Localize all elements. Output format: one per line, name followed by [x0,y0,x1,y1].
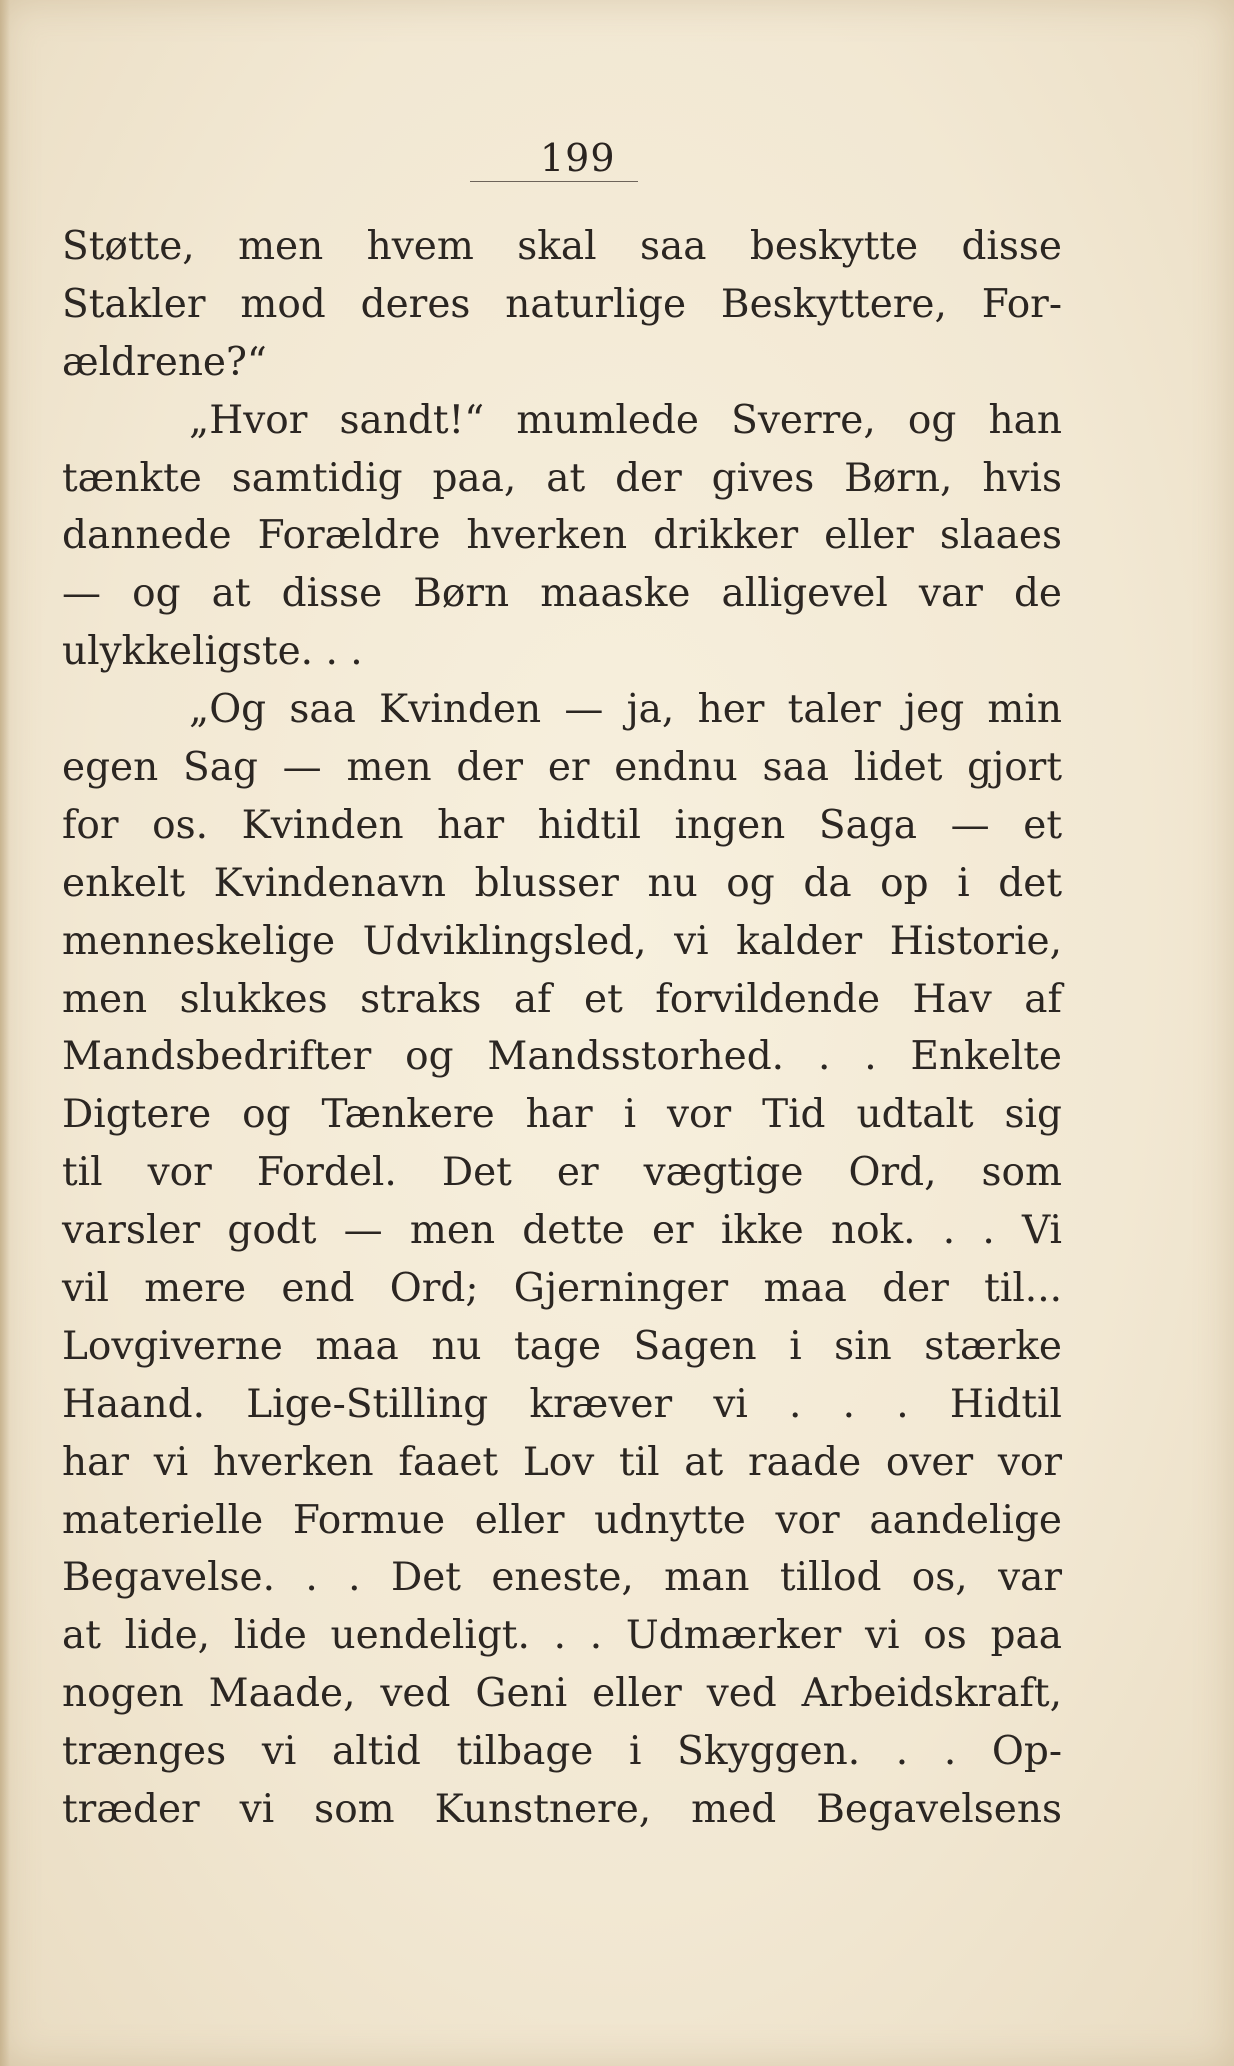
text-line: Mandsbedrifter og Mandsstorhed. . . Enkelte [62,1034,1062,1080]
text-line: dannede Forældre hverken drikker eller slaaes [62,513,1062,559]
text-line: til vor Fordel. Det er vægtige Ord, som [62,1150,1062,1196]
text-line: „Hvor sandt!“ mumlede Sverre, og han [189,397,1062,443]
text-line: egen Sag — men der er endnu saa lidet gjort [62,745,1062,791]
body-text [62,218,1062,1839]
text-line: for os. Kvinden har hidtil ingen Saga — et [62,802,1062,848]
text-line: menneskelige Udviklingsled, vi kalder Historie, [62,918,1062,964]
text-line: at lide, lide uendeligt. . . Udmærker vi os paa [62,1613,1062,1659]
text-line: „Og saa Kvinden — ja, her taler jeg min [189,687,1062,733]
page-edge-shadow [0,0,10,2066]
text-line: trænges vi altid tilbage i Skyggen. . . Op- [62,1729,1062,1775]
text-line: men slukkes straks af et forvildende Hav af [62,976,1062,1022]
text-line: Haand. Lige-Stilling kræver vi . . . Hidtil [62,1381,1062,1427]
text-line: nogen Maade, ved Geni eller ved Arbeidskraft, [62,1671,1062,1717]
header-rule [470,181,638,182]
text-line: har vi hverken faaet Lov til at raade over vor [62,1439,1062,1485]
text-line: Lovgiverne maa nu tage Sagen i sin stærke [62,1323,1062,1369]
text-line: ulykkeligste. . . [62,629,363,675]
text-line: ældrene?“ [62,339,267,385]
text-line: varsler godt — men dette er ikke nok. . . Vi [62,1208,1062,1254]
page-number: 199 [540,136,616,180]
text-line: enkelt Kvindenavn blusser nu og da op i det [62,860,1062,906]
text-line: Digtere og Tænkere har i vor Tid udtalt sig [62,1092,1062,1138]
text-line: — og at disse Børn maaske alligevel var de [62,571,1062,617]
text-line: træder vi som Kunstnere, med Begavelsens [62,1787,1062,1833]
text-line: materielle Formue eller udnytte vor aandelige [62,1497,1062,1543]
text-line: vil mere end Ord; Gjerninger maa der til... [62,1266,1062,1312]
text-line: Stakler mod deres naturlige Beskyttere, For- [62,281,1062,327]
text-line: tænkte samtidig paa, at der gives Børn, hvis [62,455,1062,501]
text-line: Begavelse. . . Det eneste, man tillod os, var [62,1555,1062,1601]
text-line: Støtte, men hvem skal saa beskytte disse [62,224,1062,269]
